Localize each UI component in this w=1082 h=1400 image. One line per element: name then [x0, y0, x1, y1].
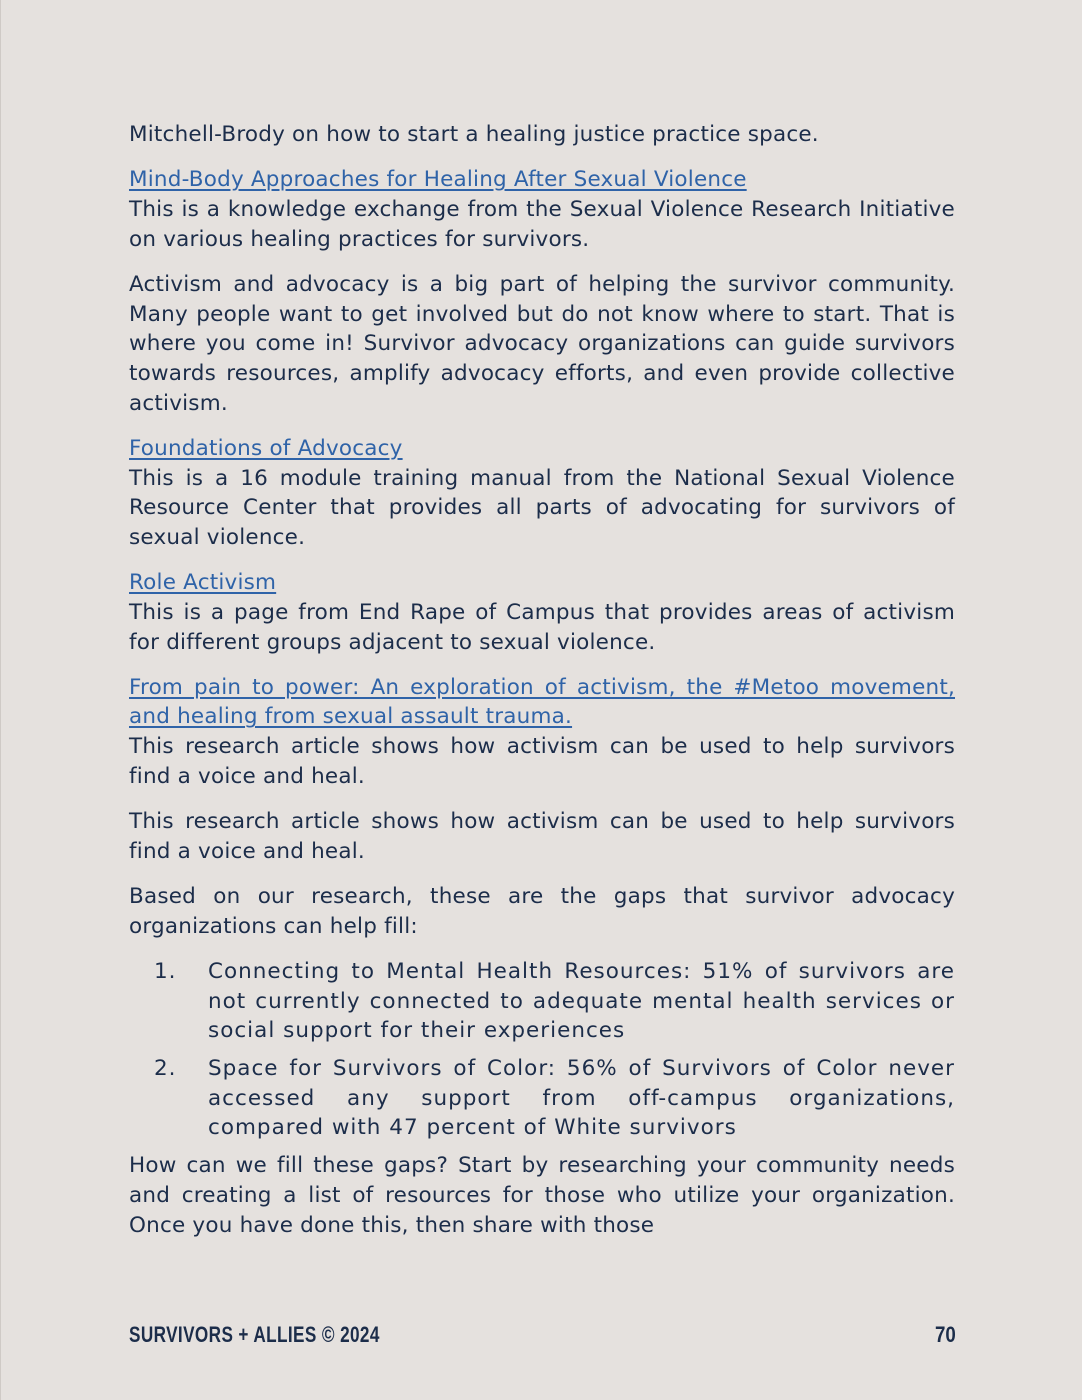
resource-description: This is a 16 module training manual from the National Sexual Violence Resource Center that provides all parts of advocating for survivors of sexual violence.: [129, 465, 955, 550]
list-number: 2.: [154, 1055, 177, 1081]
resource-link-foundations-of-advocacy[interactable]: Foundations of Advocacy: [129, 435, 403, 461]
list-item: [129, 957, 955, 1046]
resource-link-pain-to-power[interactable]: From pain to power: An exploration of activism, the #Metoo movement, and healing from sexual assault trauma.: [129, 674, 955, 730]
resource-item: [129, 165, 955, 254]
resource-description: This is a page from End Rape of Campus that provides areas of activism for different groups adjacent to sexual violence.: [129, 599, 955, 655]
page-content: [129, 120, 955, 1256]
paragraph-fill-gaps: How can we fill these gaps? Start by researching your community needs and creating a list of resources for those who utilize your organization. Once you have done this, then share with those: [129, 1153, 955, 1238]
list-item: [129, 1054, 955, 1143]
page-number: 70: [935, 1322, 956, 1347]
footer-copyright: SURVIVORS + ALLIES © 2024: [129, 1322, 380, 1347]
resource-description: This is a knowledge exchange from the Sexual Violence Research Initiative on various healing practices for survivors.: [129, 196, 955, 252]
paragraph-gaps-intro: Based on our research, these are the gaps that survivor advocacy organizations can help fill:: [129, 883, 955, 939]
list-item-text: Space for Survivors of Color: 56% of Survivors of Color never accessed any support from off-campus organizations, compared with 47 percent of White survivors: [208, 1055, 955, 1141]
resource-description: This research article shows how activism can be used to help survivors find a voice and heal.: [129, 734, 955, 789]
list-number: 1.: [154, 958, 177, 984]
resource-item: [129, 434, 955, 553]
paragraph-research-article-repeat: This research article shows how activism can be used to help survivors find a voice and heal.: [129, 809, 955, 864]
resource-link-role-activism[interactable]: Role Activism: [129, 570, 277, 596]
paragraph-healing-justice: Mitchell-Brody on how to start a healing justice practice space.: [129, 122, 819, 147]
resource-item: [129, 673, 955, 792]
resource-item: [129, 568, 955, 657]
paragraph-activism-advocacy: Activism and advocacy is a big part of helping the survivor community. Many people want to get involved but do not know where to start. That is where you come in! Survivor advocacy organizations can guide survivors towards resources, amplify advocacy efforts, and even provide collective activism.: [129, 271, 955, 416]
gaps-list: [129, 957, 955, 1143]
resource-link-mind-body[interactable]: Mind-Body Approaches for Healing After Sexual Violence: [129, 167, 747, 193]
list-item-text: Connecting to Mental Health Resources: 51% of survivors are not currently connected to adequate mental health services or social support for their experiences: [208, 958, 955, 1044]
